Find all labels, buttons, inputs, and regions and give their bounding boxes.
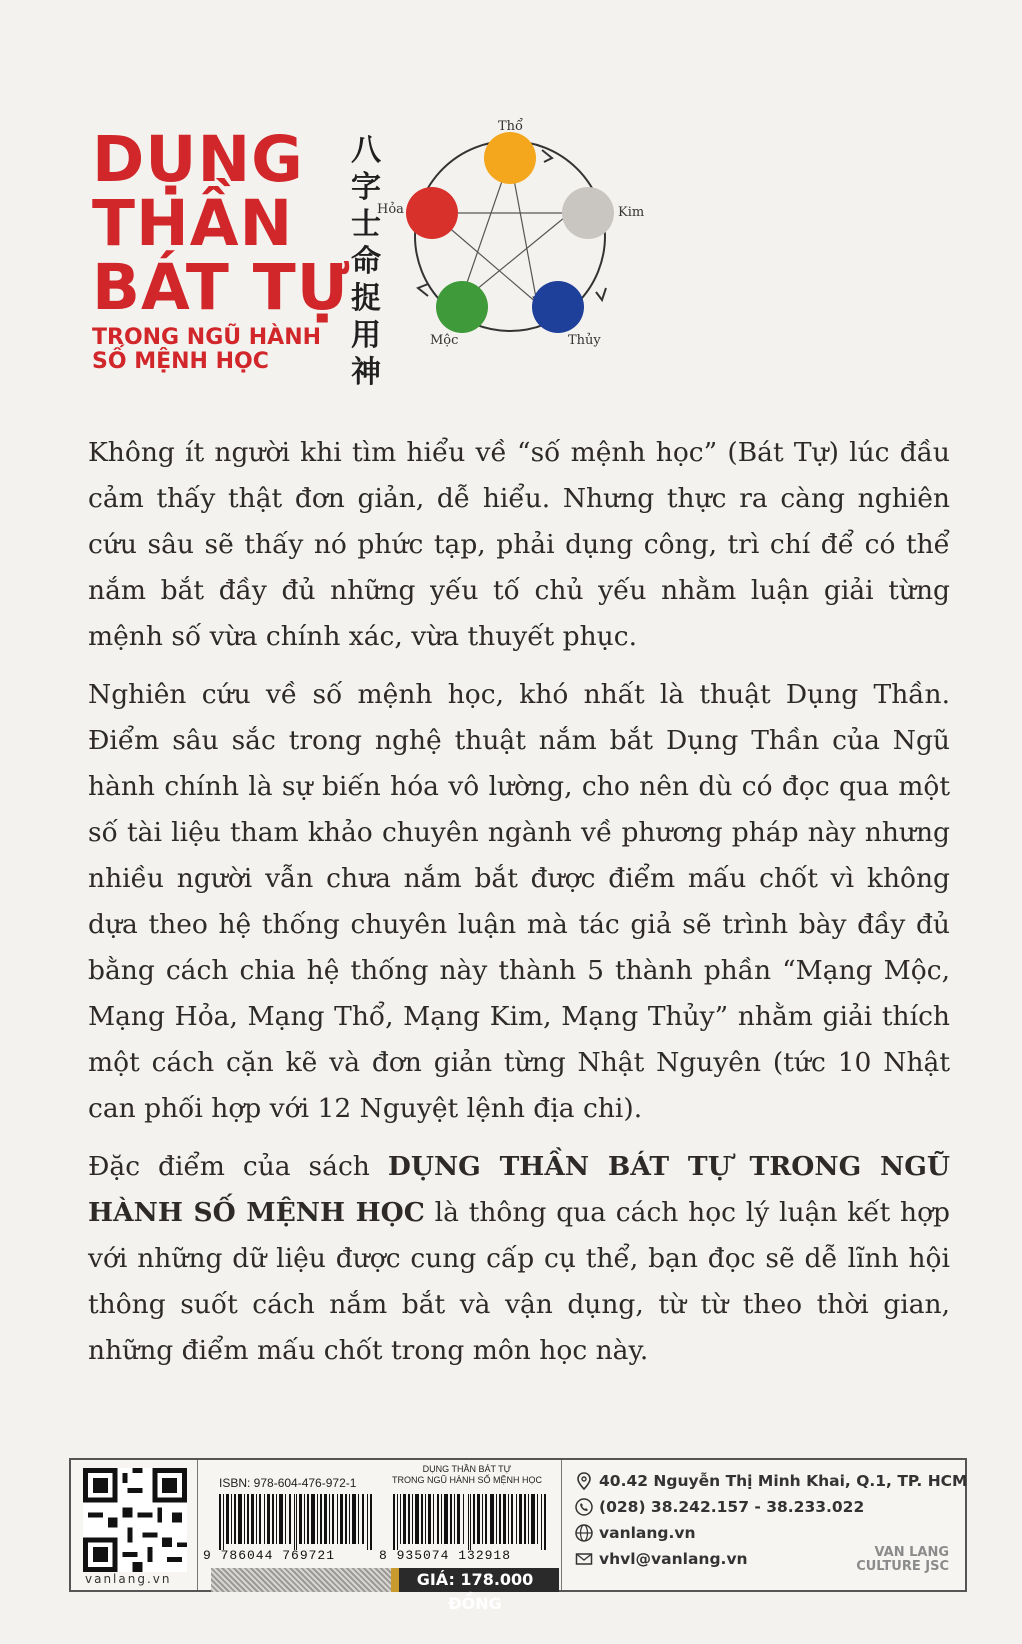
publisher-footer [69, 1458, 968, 1613]
paragraph-1: Không ít người khi tìm hiểu về “số mệnh học” (Bát Tự) lúc đầu cảm thấy thật đơn giản, dễ hiểu. Nhưng thực ra càng nghiên cứu sâu sẽ thấy nó phức tạp, phải dụng công, trì chí để có thể nắm bắt đầy đủ những yếu tố chủ yếu nhằm luận giải từng mệnh số vừa chính xác, vừa thuyết phục. [88, 437, 950, 652]
email-icon [575, 1550, 593, 1568]
publisher-logo: VAN LANG CULTURE JSC [856, 1545, 949, 1574]
price-accent [391, 1568, 399, 1592]
qr-website: vanlang.vn [85, 1572, 172, 1586]
description-text [88, 430, 950, 1386]
email-row[interactable]: vhvl@vanlang.vn [575, 1546, 967, 1572]
moc-element-circle [436, 281, 488, 333]
barcode-book-title: DỤNG THẦN BÁT TỰ TRONG NGŨ HÀNH SỐ MỆNH HỌC [391, 1464, 542, 1485]
hatch-band [211, 1568, 391, 1592]
phone-row: (028) 38.242.157 - 38.233.022 [575, 1494, 967, 1520]
label-kim: Kim [618, 205, 645, 220]
ean-digits: 8 935074 132918 [379, 1548, 512, 1563]
ean-barcode [393, 1494, 548, 1550]
address-row: 40.42 Nguyễn Thị Minh Khai, Q.1, TP. HCM [575, 1468, 967, 1494]
label-hoa: Hỏa [377, 202, 404, 217]
isbn-barcode [219, 1494, 374, 1550]
cycle-arrow-icon [542, 150, 552, 162]
website-row[interactable]: vanlang.vn [575, 1520, 967, 1546]
book-title [92, 123, 351, 374]
paragraph-2: Nghiên cứu về số mệnh học, khó nhất là thuật Dụng Thần. Điểm sâu sắc trong nghệ thuật nắm bắt Dụng Thần của Ngũ hành chính là sự biến hóa vô lường, cho nên dù có đọc qua một số tài liệu tham khảo chuyên ngành về phương pháp này nhưng nhiều người vẫn chưa nắm bắt được điểm mấu chốt vì không dựa theo hệ thống chuyên luận mà tác giả sẽ trình bày đầy đủ bằng cách chia hệ thống này thành 5 thành phần “Mạng Mộc, Mạng Hỏa, Mạng Thổ, Mạng Kim, Mạng Thủy” nhằm giải thích một cách cặn kẽ và đơn giản từng Nhật Nguyên (tức 10 Nhật can phối hợp với 12 Nguyệt lệnh địa chi). [88, 679, 950, 1124]
isbn-label: ISBN: 978-604-476-972-1 [219, 1476, 357, 1490]
title-line-3: BÁT TỰ [92, 251, 351, 324]
qr-code [83, 1468, 187, 1572]
phone-icon [575, 1498, 593, 1516]
paragraph-3: Đặc điểm của sách DỤNG THẦN BÁT TỰ TRONG NGŨ HÀNH SỐ MỆNH HỌC là thông qua cách học lý luận kết hợp với những dữ liệu được cung cấp cụ thể, bạn đọc sẽ dễ lĩnh hội thông suốt cách nắm bắt và vận dụng, từ từ theo thời gian, những điểm mấu chốt trong môn học này. [88, 1151, 950, 1366]
subtitle-line-2: SỐ MỆNH HỌC [92, 349, 269, 374]
isbn-digits: 9 786044 769721 [203, 1548, 336, 1563]
cycle-arrow-icon [418, 284, 428, 296]
title-line-2: THẦN [92, 187, 294, 260]
kim-element-circle [562, 187, 614, 239]
divider [197, 1460, 198, 1590]
chinese-title: 八字士命捉用神 [351, 133, 381, 390]
cycle-arrow-icon [596, 288, 606, 300]
label-tho: Thổ [498, 119, 523, 134]
thuy-element-circle [532, 281, 584, 333]
label-thuy: Thủy [568, 333, 601, 348]
tho-element-circle [484, 132, 536, 184]
hoa-element-circle [406, 187, 458, 239]
globe-icon [575, 1524, 593, 1542]
book-title-inline: DỤNG THẦN BÁT TỰ TRONG NGŨ HÀNH SỐ MỆNH HỌC [88, 1151, 950, 1228]
location-pin-icon [575, 1472, 593, 1490]
title-line-1: DỤNG [92, 123, 304, 196]
price-label: GIÁ: 178.000 ĐỒNG [391, 1568, 559, 1592]
divider [561, 1460, 562, 1590]
label-moc: Mộc [430, 333, 459, 348]
subtitle-line-1: TRONG NGŨ HÀNH [92, 325, 322, 350]
five-elements-diagram [377, 118, 692, 368]
